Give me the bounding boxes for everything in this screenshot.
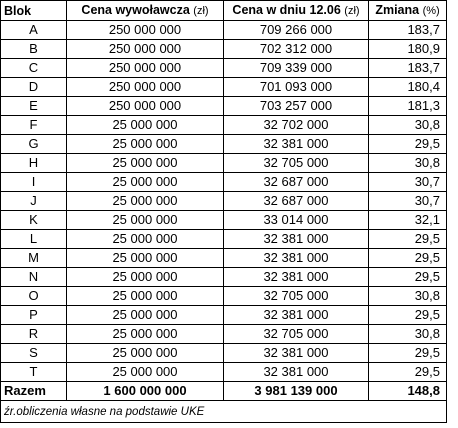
header-cena-w-dniu [224,1,369,21]
cell-zmiana: 29,5 [369,344,447,363]
cell-blok: R [1,325,67,344]
table-header [1,1,447,21]
cell-blok: N [1,268,67,287]
total-zmiana: 148,8 [369,382,447,401]
cell-cena-w-dniu: 32 381 000 [224,230,369,249]
cell-cena-wywolawcza: 25 000 000 [67,116,224,135]
cell-blok: J [1,192,67,211]
cell-zmiana: 30,7 [369,192,447,211]
cell-cena-wywolawcza: 25 000 000 [67,192,224,211]
cell-blok: F [1,116,67,135]
cell-zmiana: 180,9 [369,40,447,59]
cell-blok: K [1,211,67,230]
table-row [1,173,447,192]
cell-cena-wywolawcza: 250 000 000 [67,97,224,116]
cell-zmiana: 30,8 [369,116,447,135]
cell-cena-wywolawcza: 250 000 000 [67,78,224,97]
cell-zmiana: 180,4 [369,78,447,97]
cell-cena-wywolawcza: 25 000 000 [67,154,224,173]
cell-zmiana: 30,7 [369,173,447,192]
cell-cena-w-dniu: 32 381 000 [224,268,369,287]
header-zmiana-label: Zmiana [375,3,420,17]
cell-cena-w-dniu: 32 687 000 [224,173,369,192]
cell-cena-w-dniu: 702 312 000 [224,40,369,59]
header-blok-label: Blok [4,3,32,18]
cell-blok: C [1,59,67,78]
total-cena-wywolawcza: 1 600 000 000 [67,382,224,401]
table-row [1,40,447,59]
cell-zmiana: 29,5 [369,268,447,287]
header-cena-wywolawcza [67,1,224,21]
cell-zmiana: 183,7 [369,21,447,40]
cell-cena-w-dniu: 32 381 000 [224,249,369,268]
cell-cena-wywolawcza: 250 000 000 [67,59,224,78]
table-row [1,306,447,325]
cell-cena-wywolawcza: 25 000 000 [67,173,224,192]
cell-zmiana: 183,7 [369,59,447,78]
cell-zmiana: 181,3 [369,97,447,116]
cell-cena-w-dniu: 701 093 000 [224,78,369,97]
table-row [1,230,447,249]
table-row [1,135,447,154]
cell-blok: T [1,363,67,382]
cell-zmiana: 29,5 [369,230,447,249]
cell-cena-w-dniu: 32 705 000 [224,287,369,306]
header-cena-wywolawcza-unit: (zł) [193,5,209,17]
cell-cena-w-dniu: 709 339 000 [224,59,369,78]
cell-zmiana: 30,8 [369,154,447,173]
table-row [1,325,447,344]
cell-cena-w-dniu: 709 266 000 [224,21,369,40]
cell-blok: G [1,135,67,154]
cell-blok: I [1,173,67,192]
table-row [1,268,447,287]
cell-zmiana: 29,5 [369,363,447,382]
cell-cena-w-dniu: 32 381 000 [224,363,369,382]
table-row [1,211,447,230]
cell-zmiana: 29,5 [369,249,447,268]
cell-cena-w-dniu: 32 381 000 [224,344,369,363]
cell-cena-wywolawcza: 25 000 000 [67,325,224,344]
cell-cena-wywolawcza: 25 000 000 [67,306,224,325]
cell-cena-wywolawcza: 25 000 000 [67,135,224,154]
cell-cena-wywolawcza: 250 000 000 [67,21,224,40]
table-row [1,78,447,97]
cell-blok: S [1,344,67,363]
table-body [1,21,447,423]
cell-cena-w-dniu: 32 705 000 [224,325,369,344]
header-cena-w-dniu-unit: (zł) [344,5,360,17]
cell-blok: O [1,287,67,306]
header-zmiana [369,1,447,21]
cell-blok: P [1,306,67,325]
total-label: Razem [1,382,67,401]
table-row [1,363,447,382]
cell-cena-wywolawcza: 25 000 000 [67,268,224,287]
cell-cena-wywolawcza: 25 000 000 [67,363,224,382]
total-row [1,382,447,401]
source-note: źr.obliczenia własne na podstawie UKE [1,401,447,423]
cell-cena-wywolawcza: 25 000 000 [67,211,224,230]
cell-cena-wywolawcza: 25 000 000 [67,249,224,268]
cell-cena-w-dniu: 32 381 000 [224,135,369,154]
cell-cena-wywolawcza: 25 000 000 [67,287,224,306]
cell-cena-wywolawcza: 250 000 000 [67,40,224,59]
cell-cena-w-dniu: 32 381 000 [224,306,369,325]
header-cena-w-dniu-label: Cena w dniu 12.06 [232,3,341,17]
table-row [1,97,447,116]
table-row [1,287,447,306]
cell-cena-w-dniu: 703 257 000 [224,97,369,116]
cell-cena-wywolawcza: 25 000 000 [67,230,224,249]
table-row [1,116,447,135]
table-row [1,344,447,363]
cell-blok: L [1,230,67,249]
cell-cena-w-dniu: 32 702 000 [224,116,369,135]
cell-blok: E [1,97,67,116]
source-note-row [1,401,447,423]
cell-cena-w-dniu: 32 705 000 [224,154,369,173]
cell-cena-w-dniu: 33 014 000 [224,211,369,230]
cell-zmiana: 29,5 [369,306,447,325]
header-cena-wywolawcza-label: Cena wywoławcza [81,3,190,17]
table-row [1,192,447,211]
cell-zmiana: 29,5 [369,135,447,154]
cell-cena-w-dniu: 32 687 000 [224,192,369,211]
header-row [1,1,447,21]
cell-zmiana: 30,8 [369,287,447,306]
table-row [1,21,447,40]
total-cena-w-dniu: 3 981 139 000 [224,382,369,401]
header-zmiana-unit: (%) [422,5,440,17]
table-row [1,59,447,78]
cell-zmiana: 32,1 [369,211,447,230]
cell-blok: B [1,40,67,59]
cell-zmiana: 30,8 [369,325,447,344]
cell-blok: M [1,249,67,268]
table-row [1,249,447,268]
cell-blok: H [1,154,67,173]
header-blok [1,1,67,21]
cell-cena-wywolawcza: 25 000 000 [67,344,224,363]
table-row [1,154,447,173]
cell-blok: D [1,78,67,97]
cell-blok: A [1,21,67,40]
